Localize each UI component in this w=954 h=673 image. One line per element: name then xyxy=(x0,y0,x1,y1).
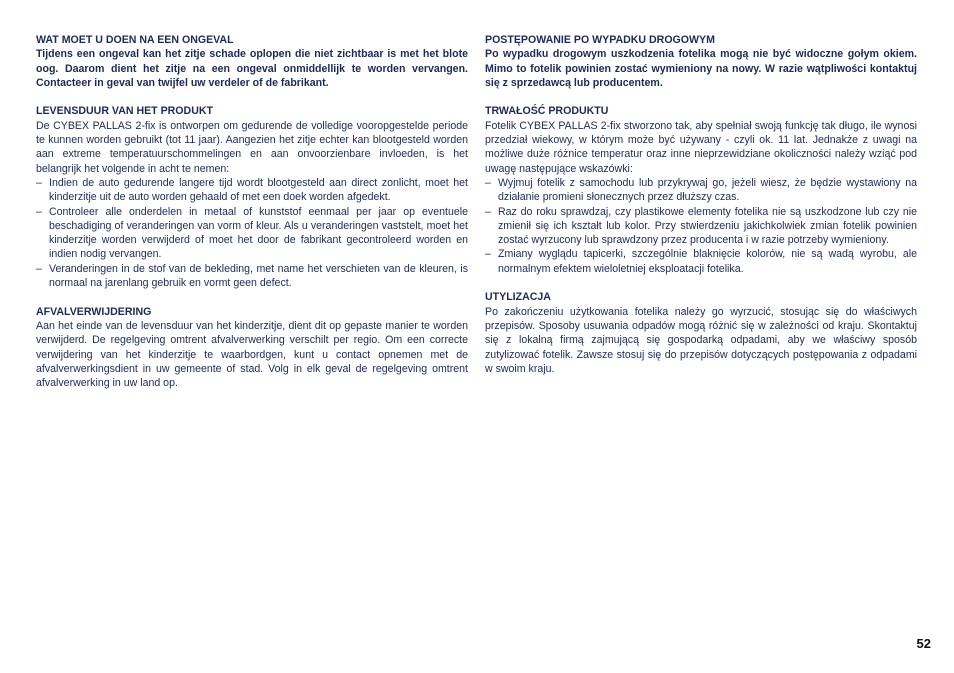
section-disposal-pl xyxy=(485,290,917,376)
list-item xyxy=(36,176,468,205)
bullet-list xyxy=(485,176,917,276)
list-marker: – xyxy=(485,248,491,261)
list-marker: – xyxy=(485,205,491,218)
list-item-text: Indien de auto gedurende langere tijd wordt blootgesteld aan direct zonlicht, moet het kinderzitje uit de auto worden gehaald of met een doek worden afgedekt. xyxy=(49,176,468,204)
section-accident-pl xyxy=(485,33,917,90)
list-item-text: Veranderingen in de stof van de bekleding, met name het verschieten van de kleuren, is normaal na jarenlang gebruik en vormt geen defect. xyxy=(49,262,468,290)
section-intro: Fotelik CYBEX PALLAS 2-fix stworzono tak, aby spełniał swoją funkcję tak długo, ile wynosi przedział wiekowy, w którym może być używany - czyli ok. 11 lat. Jednakże z uwagi na możliwe duże różnice temperatur oraz inne nieprzewidziane okoliczności należy wziąć pod uwagę następujące wskazówki: xyxy=(485,119,917,175)
bullet-list xyxy=(36,176,468,290)
list-item xyxy=(485,247,917,276)
list-item xyxy=(36,262,468,291)
list-item-text: Raz do roku sprawdzaj, czy plastikowe elementy fotelika nie są uszkodzone lub czy nie zmienił się ich kształt lub kolor. Przy stwierdzeniu jakichkolwiek zmian fotelik powinien zostać wyrzucony lub sprawdzony przez producenta i w razie potrzeby wymieniony. xyxy=(498,205,917,247)
section-accident-nl xyxy=(36,33,468,90)
section-heading: POSTĘPOWANIE PO WYPADKU DROGOWYM xyxy=(485,34,715,46)
list-item xyxy=(485,176,917,205)
section-text: Aan het einde van de levensduur van het kinderzitje, dient dit op gepaste manier te worden verwijderd. De regelgeving omtrent afvalverwerking verschilt per regio. Om een correcte verwijdering van het kinderzitje te waarbordgen, kunt u contact opnemen met de afvalverwerkingsdient in uw gemeente of stad. Volg in elk geval de regelgeving omtrent afvalverwerking in uw land op. xyxy=(36,319,468,390)
page-number: 52 xyxy=(916,636,931,651)
section-text: Po zakończeniu użytkowania fotelika należy go wyrzucić, stosując się do właściwych przepisów. Sposoby usuwania odpadów mogą różnić się w zależności od kraju. Skontaktuj się z lokalną firmą zajmującą się gospodarką odpadami, aby we właściwy sposób zutylizować fotelik. Zawsze stosuj się do przepisów dotyczących postępowania z odpadami w swoim kraju. xyxy=(485,305,917,375)
list-item-text: Wyjmuj fotelik z samochodu lub przykrywaj go, jeżeli wiesz, że będzie wystawiony na działanie promieni słonecznych przez dłuższy czas. xyxy=(498,176,917,204)
section-intro: De CYBEX PALLAS 2-fix is ontworpen om gedurende de volledige vooropgestelde periode te kunnen worden gebruikt (tot 11 jaar). Aangezien het zitje echter kan blootgesteld worden aan extreme temperatuurschommelingen en aan onvoorzienbare invloeden, is het belangrijk het volgende in acht te nemen: xyxy=(36,119,468,175)
section-heading: UTYLIZACJA xyxy=(485,291,551,304)
right-column xyxy=(485,33,917,390)
section-lifetime-pl xyxy=(485,104,917,276)
section-heading: WAT MOET U DOEN NA EEN ONGEVAL xyxy=(36,34,234,46)
list-item-text: Controleer alle onderdelen in metaal of kunststof eenmaal per jaar op eventuele beschadiging of veranderingen van vorm of kleur. Als u veranderingen vaststelt, moet het kinderzitje worden verwijderd of moet het door de fabrikant gecontroleerd worden en indien nodig vervangen. xyxy=(49,205,468,261)
section-heading: AFVALVERWIJDERING xyxy=(36,305,152,318)
section-heading: LEVENSDUUR VAN HET PRODUKT xyxy=(36,105,213,118)
list-marker: – xyxy=(36,176,42,189)
left-column xyxy=(36,33,468,405)
list-item-text: Zmiany wyglądu tapicerki, szczególnie blaknięcie kolorów, nie są wadą wyrobu, ale normalnym efektem wieloletniej eksploatacji fotelika. xyxy=(498,248,917,275)
section-text: Po wypadku drogowym uszkodzenia fotelika mogą nie być widoczne gołym okiem. Mimo to fotelik powinien zostać wymieniony na nowy. W razie wątpliwości kontaktuj się z sprzedawcą lub producentem. xyxy=(485,48,917,89)
list-marker: – xyxy=(36,262,42,275)
section-heading: TRWAŁOŚĆ PRODUKTU xyxy=(485,105,609,118)
section-disposal-nl xyxy=(36,305,468,391)
list-item xyxy=(36,205,468,262)
list-marker: – xyxy=(485,176,491,189)
list-item xyxy=(485,205,917,248)
list-marker: – xyxy=(36,205,42,218)
section-text: Tijdens een ongeval kan het zitje schade oplopen die niet zichtbaar is met het blote oog. Daarom dient het zitje na een ongeval onmiddellijk te worden vervangen. Contacteer in geval van twijfel uw verdeler of de fabrikant. xyxy=(36,48,468,89)
section-lifetime-nl xyxy=(36,104,468,290)
